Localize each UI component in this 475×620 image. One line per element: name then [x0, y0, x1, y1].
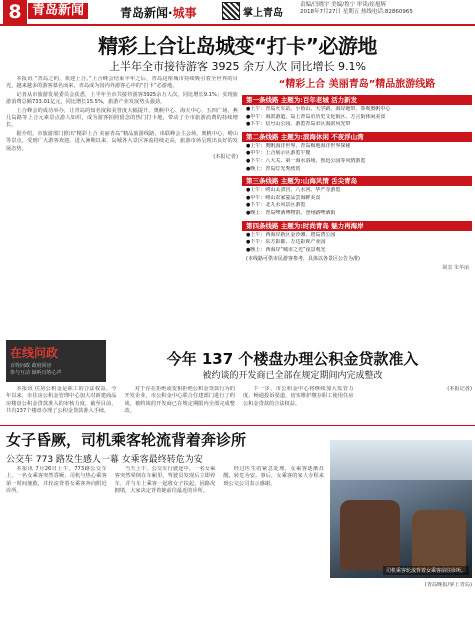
route-item: ●下午：八大关、第一海水浴场、鲁迅公园等风情游览 — [246, 157, 366, 164]
lead-paragraph: 上合峰会的成功举办，让青岛的知名度和美誉度大幅提升。奥帆中心、海天中心、五四广场、燕儿岛路等上合元素景点游人如织，成为游客拍照留念的热门打卡地，带动了全市旅游消费的持续增长。 — [6, 107, 238, 129]
fund-subhead: 被约谈的开发商已全部在规定期间内完成整改 — [202, 371, 383, 381]
lead-paragraph: 据介绍，市旅游部门推出“精彩上合 美丽青岛”精品旅游线路，串联峰会主会场、奥帆中心、崂山等景点，受到广大游客欢迎。进入暑期以来，岛城各大景区客流持续走高，旅游市场呈现出良好的发展态势。 — [6, 130, 238, 152]
bus-body — [6, 466, 324, 606]
fund-headline: 今年 137 个楼盘办理公积金贷款准入 — [166, 350, 419, 368]
editor-line: 责编/闫晓宇 美编/鲁宁 审读/崔旭辉 — [300, 2, 387, 8]
route-block — [242, 132, 472, 173]
route-item: ●晚上：青岛啤酒博物馆、登州路啤酒街 — [246, 209, 336, 216]
routes-note: (本线路可供市民游客参考，具体以各景区公告为准) — [246, 256, 360, 263]
lead-paragraph: 本报讯 “青岛之约，欢迎上合。”上合峰会结束半年之后，青岛这座城市持续吸引着全世界的目光，越来越多的游客慕名而来，青岛成为国内外游客心中的“打卡”必游地。 — [6, 76, 238, 90]
promo-line: 参与互动 倾听百姓心声 — [10, 370, 62, 376]
fund-paragraph: 对于存在拒绝或变相拒绝公积金贷款行为的开发企业，市公积金中心联合住建部门进行了约谈，被约谈的开发商已在规定期限内全部完成整改。 — [124, 386, 235, 415]
lead-paragraph: 记者从市旅游发展委员会获悉，上半年全市共接待游客3925余万人次，同比增长9.1%；实现旅游消费总额733.01亿元，同比增长15.5%，旅游产业发展势头强劲。 — [6, 91, 238, 106]
route-heading: 第四条线路 主题为:时尚青岛 魅力再海岸 — [242, 221, 472, 231]
route-item: ●晚上：西海岸“城市之光”夜景观光 — [246, 246, 326, 253]
photo-window — [330, 440, 472, 480]
bus-photo — [330, 440, 472, 578]
route-item: ●上午：奥帆海洋世界，青岛极地海洋世界探秘 — [246, 142, 351, 149]
bus-headline: 女子昏厥，司机乘客轮流背着奔诊所 — [6, 431, 247, 449]
section-name: 城事 — [172, 6, 197, 20]
paper-name: 青岛新闻 — [28, 3, 88, 19]
route-heading: 第二条线路 主题为:滨海休闲 不夜浮山湾 — [242, 132, 472, 142]
route-block — [242, 221, 472, 255]
bus-credit-box — [330, 582, 472, 606]
photo-caption: 司机乘客轮流背着女乘客前往诊所。 — [383, 566, 469, 575]
promo-title: 在线问政 — [10, 346, 59, 360]
route-items — [242, 105, 472, 129]
fund-body — [6, 386, 472, 423]
route-item: ●下午：北九水风景区游览 — [246, 202, 306, 209]
route-heading: 第一条线路 主题为:百年老城 活力新发 — [242, 95, 472, 105]
bus-paragraph: 当天上午，公交车行驶途中，一名女乘客突然晕倒在车厢里。驾驶员发现后立即停车，并与车上乘客一起将女子扶起，因路况拥堵，大家决定背着她前往最近的诊所。 — [114, 466, 216, 495]
masthead-rule — [0, 24, 475, 26]
app-label: 掌上青岛 — [243, 7, 283, 19]
promo-line: 百姓问政 政府回应 — [10, 363, 52, 369]
fund-paragraph: 本报讯 住房公积金是职工的合法权益。今年以来，市住房公积金管理中心加大对新建商品房楼盘公积金贷款准入的审核力度，截至目前，共有137个楼盘办理了公积金贷款准入手续。 — [6, 386, 117, 415]
route-items — [242, 142, 472, 173]
bus-paragraph: 本报讯 7月26日上午，773路公交车上，一名女乘客突然昏厥，司机与热心乘客第一时间施救，并轮流背着女乘客奔向附近诊所。 — [6, 466, 107, 495]
photo-figure — [412, 510, 466, 572]
page-number: 8 — [3, 0, 27, 24]
routes-credit: 制表 朱华丽 — [442, 265, 469, 272]
edition-info — [300, 2, 475, 22]
fund-credit: (本报记者) — [447, 386, 472, 392]
masthead — [0, 0, 475, 26]
fund-paragraph: 下一步，市公积金中心将继续加大监管力度，畅通投诉渠道，切实维护缴存职工使用住房公积金贷款的合法权益。 — [243, 386, 354, 407]
route-item: ●下午：信号山公园，游览青岛市区海滨风光带 — [246, 121, 351, 128]
promo-text — [10, 363, 104, 377]
route-block — [242, 95, 472, 129]
route-item: ●下午：东方影都、万达影视产业园 — [246, 239, 326, 246]
qr-code-icon — [222, 2, 240, 20]
section-title — [120, 4, 197, 21]
routes-box — [242, 92, 472, 334]
route-item: ●上午：西海岸新区金沙滩、唐岛湾公园 — [246, 231, 336, 238]
section-prefix: 青岛新闻· — [120, 6, 173, 20]
route-heading: 第三条线路 主题为:山海风情 舌尖青岛 — [242, 176, 472, 186]
route-item: ●中午：崂山农家宴品尝海鲜美食 — [246, 194, 321, 201]
lead-subhead: 上半年全市接待游客 3925 余万人次 同比增长 9.1% — [109, 60, 366, 73]
route-items — [242, 186, 472, 217]
bus-paragraph: 经过医生的紧急处理，女乘客逐渐苏醒，转危为安。事后，女乘客的家人专程来到公交公司表示感谢。 — [223, 466, 324, 487]
lead-byline: (本报记者) — [213, 154, 238, 161]
lead-headline: 精彩上合让岛城变“打卡”必游地 — [98, 34, 377, 58]
route-item: ●晚上：青岛灯光秀欣赏 — [246, 165, 301, 172]
bus-subhead: 公交车 773 路发生感人一幕 女乘客最终转危为安 — [6, 455, 203, 465]
routes-title: “精彩上合 美丽青岛”精品旅游线路 — [278, 79, 436, 90]
section-divider — [0, 425, 475, 426]
route-item: ●中午：上合展示区游览午餐 — [246, 150, 311, 157]
date-line: 2018年7月27日 星期五 热线电话:82860965 — [300, 9, 413, 15]
app-badge — [222, 2, 297, 20]
bus-credit: (青岛晚报/掌上青岛) — [424, 582, 472, 588]
route-block — [242, 176, 472, 217]
lead-body — [6, 76, 238, 334]
promo-box[interactable] — [6, 340, 106, 382]
route-item: ●中午：海滨游道，岛上青岛市历史文化街区、方言街休闲美食 — [246, 113, 386, 120]
route-item: ●上午：崂山太清宫、八水河、华严寺游览 — [246, 187, 341, 194]
route-item: ●上午：青岛火车站、小鱼山、大学路、海岸地带，参观奥帆中心 — [246, 106, 391, 112]
photo-figure — [340, 500, 400, 570]
route-items — [242, 231, 472, 255]
